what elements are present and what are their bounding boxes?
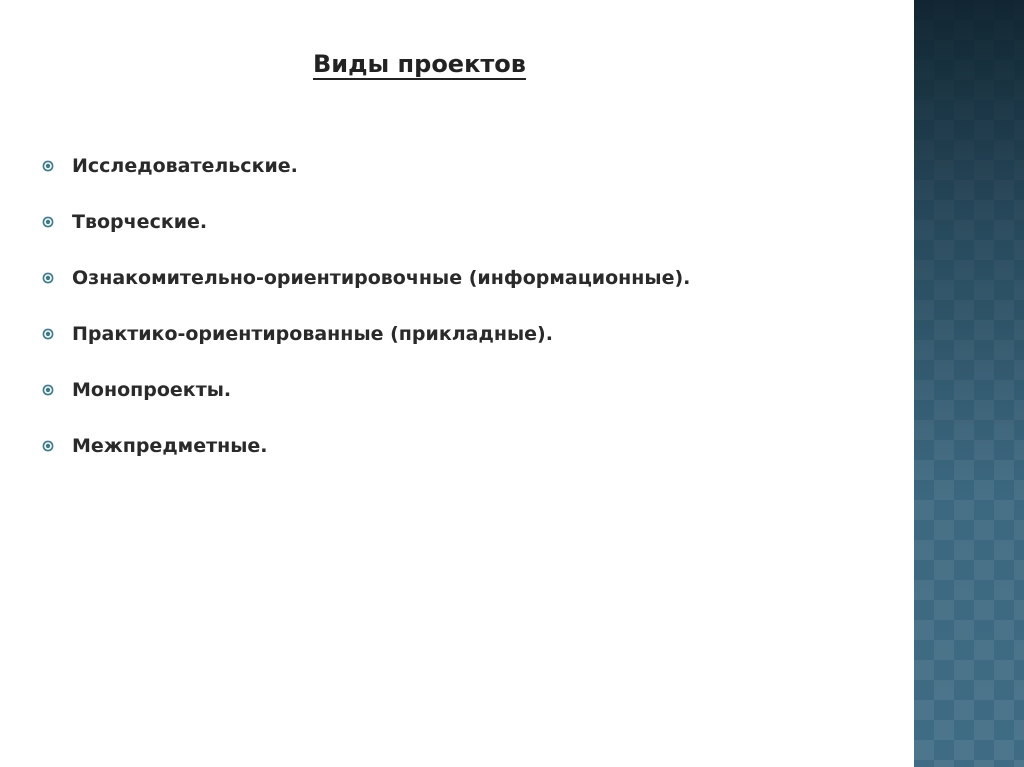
circle-dot-icon	[40, 155, 72, 177]
list-item-label: Исследовательские.	[72, 155, 298, 177]
list-item	[40, 211, 690, 267]
list-item	[40, 435, 690, 491]
decorative-side-panel	[914, 0, 1024, 767]
circle-dot-icon	[40, 267, 72, 289]
list-item-label: Межпредметные.	[72, 435, 268, 457]
circle-dot-icon	[40, 435, 72, 457]
list-item	[40, 323, 690, 379]
circle-dot-icon	[40, 323, 72, 345]
list-item-label: Монопроекты.	[72, 379, 232, 401]
slide-title: Виды проектов	[313, 50, 526, 78]
bullet-list	[40, 155, 690, 491]
list-item	[40, 379, 690, 435]
circle-dot-icon	[40, 379, 72, 401]
list-item-label: Ознакомительно-ориентировочные (информационные).	[72, 267, 691, 289]
list-item	[40, 155, 690, 211]
list-item-label: Практико-ориентированные (прикладные).	[72, 323, 553, 345]
list-item-label: Творческие.	[72, 211, 208, 233]
circle-dot-icon	[40, 211, 72, 233]
list-item	[40, 267, 690, 323]
